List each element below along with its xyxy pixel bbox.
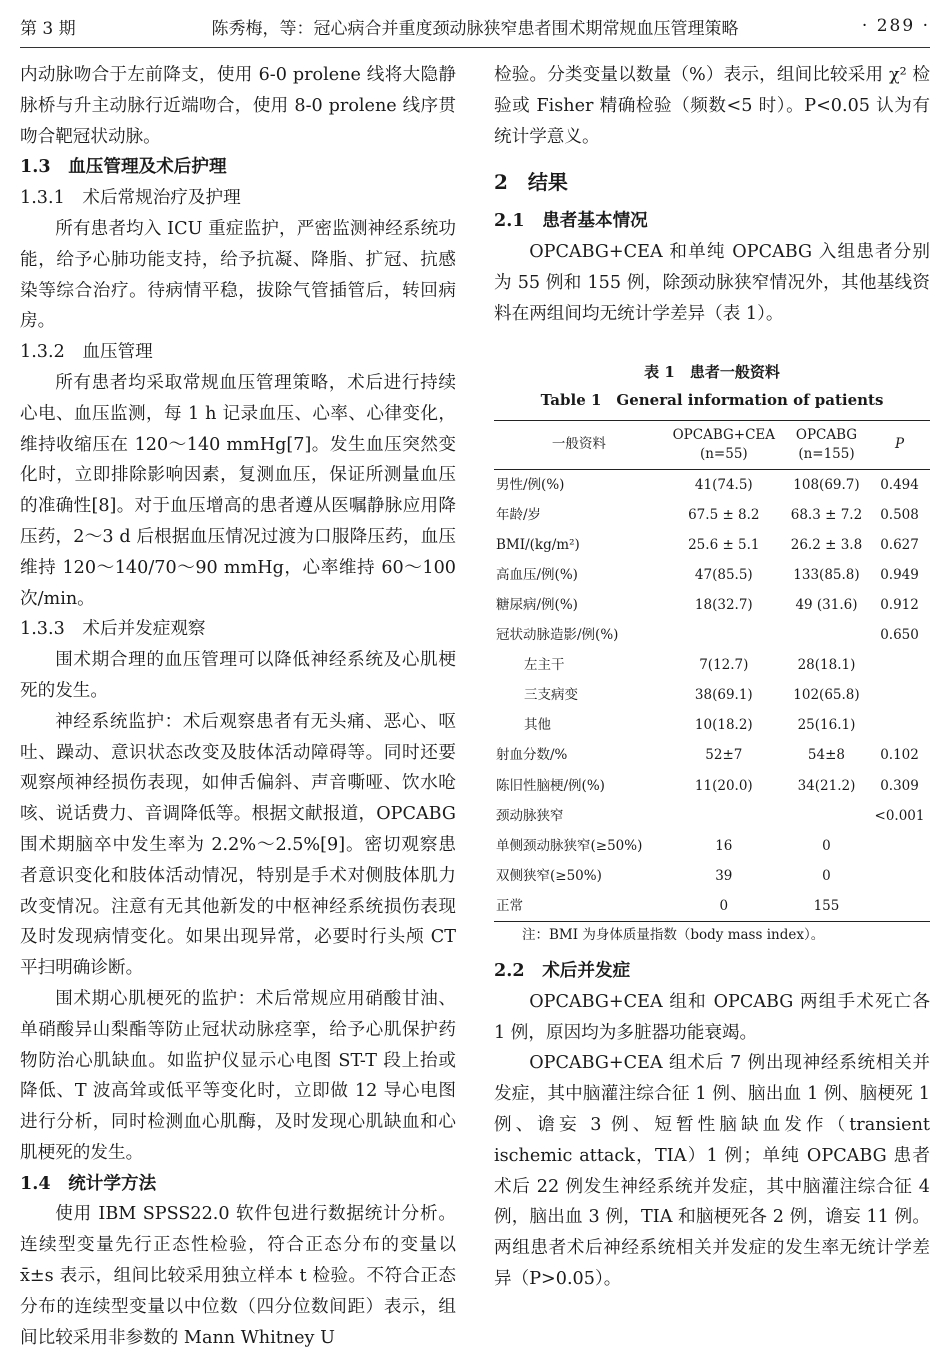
table-cell: 0.650	[880, 627, 919, 644]
table-cell: 38(69.1)	[694, 687, 753, 704]
paragraph: 围术期心肌梗死的监护：术后常规应用硝酸甘油、单硝酸异山梨酯等防止冠状动脉痉挛，给予心肌保护药物防治心肌缺血。如监护仪显示心电图 ST-T 段上抬或降低、T 波高耸或低平等变化时，立即做 12 导心电图进行分析，同时检测血心肌酶，及时发现心肌缺血和心肌梗死的发生。	[20, 988, 456, 1163]
table-cell: 25(16.1)	[797, 717, 856, 734]
table-cell: 射血分数/%	[496, 747, 568, 764]
table-cell: 49 (31.6)	[795, 596, 858, 613]
table-cell: 25.6 ± 5.1	[688, 536, 760, 553]
table-cell: 68.3 ± 7.2	[790, 506, 863, 523]
paragraph: OPCABG+CEA 组术后 7 例出现神经系统相关并发症，其中脑灌注综合征 1 例、脑出血 1 例、脑梗死 1 例、谵妄 3 例、短暂性脑缺血发作（transient ischemic attack，TIA）1 例；单纯 OPCABG 患者术后 22 例发生神经系统并发症，其中脑灌注综合征 4 例，脑出血 3 例，TIA 和脑梗死各 2 例，谵妄 11 例。两组患者术后神经系统相关并发症的发生率无统计学差异（P>0.05）。	[494, 1053, 930, 1289]
table-cell: 0	[822, 837, 831, 854]
table-cell: 0.627	[880, 536, 919, 553]
table-cell: 34(21.2)	[797, 777, 856, 794]
table-cell	[664, 620, 784, 650]
table-cell: 年龄/岁	[496, 506, 542, 523]
table-cell	[784, 801, 869, 831]
table-cell: 102(65.8)	[793, 687, 860, 704]
table-cell: 正常	[494, 891, 664, 922]
table-cell	[869, 891, 930, 922]
table-cell: 108(69.7)	[793, 476, 860, 493]
table-cell	[869, 680, 930, 710]
table-cell: 26.2 ± 3.8	[790, 536, 863, 553]
table-cell: 11(20.0)	[694, 777, 753, 794]
table-cell	[869, 650, 930, 680]
table-cell: 0.508	[880, 506, 919, 523]
column-header: OPCABG+CEA (n=55)	[664, 420, 784, 469]
left-column	[20, 60, 456, 1353]
table-row	[494, 620, 930, 650]
issue-number: 第 3 期	[20, 18, 76, 39]
table-cell: 67.5 ± 8.2	[688, 506, 760, 523]
table-cell: 双侧狭窄(≥50%)	[496, 867, 602, 884]
subsection-heading: 2.2 术后并发症	[494, 959, 631, 981]
table-cell: 28(18.1)	[797, 657, 856, 674]
table-cell: 7(12.7)	[699, 657, 749, 674]
table-cell: 10(18.2)	[694, 717, 753, 734]
paragraph: 所有患者均入 ICU 重症监护，严密监测神经系统功能，给予心肺功能支持，给予抗凝、降脂、扩冠、抗感染等综合治疗。待病情平稳，拔除气管插管后，转回病房。	[20, 218, 456, 332]
table-row	[494, 469, 930, 500]
running-header	[20, 6, 930, 46]
table-row	[494, 680, 930, 710]
table-cell: 糖尿病/例(%)	[496, 596, 578, 613]
table-cell: 其他	[524, 717, 551, 734]
table-row	[494, 801, 930, 831]
table-cell: 0.949	[880, 566, 919, 583]
column-header: P	[869, 420, 930, 469]
general-info-table	[494, 420, 930, 922]
table-cell: 47(85.5)	[694, 566, 753, 583]
section-heading: 2 结果	[494, 170, 568, 195]
column-header: 一般资料	[494, 420, 664, 469]
table-cell: 0.102	[880, 747, 919, 764]
table-cell	[869, 861, 930, 891]
table-cell: 冠状动脉造影/例(%)	[496, 627, 619, 644]
table-row	[494, 590, 930, 620]
table-cell: 0	[822, 867, 831, 884]
table-cell: <0.001	[874, 807, 925, 824]
page-number: · 289 ·	[861, 16, 930, 36]
paragraph: OPCABG+CEA 和单纯 OPCABG 入组患者分别为 55 例和 155 例，除颈动脉狭窄情况外，其他基线资料在两组间均无统计学差异（表 1）。	[494, 242, 930, 324]
subsection-heading: 1.3.1 术后常规治疗及护理	[20, 188, 241, 209]
table-cell	[784, 620, 869, 650]
table-cell: 0.494	[880, 476, 919, 493]
paragraph: 内动脉吻合于左前降支，使用 6-0 prolene 线将大隐静脉桥与升主动脉行近端吻合，使用 8-0 prolene 线序贯吻合靶冠状动脉。	[20, 65, 456, 147]
table-cell: 41(74.5)	[694, 476, 753, 493]
header-rule	[20, 47, 930, 48]
subsection-heading: 1.3.3 术后并发症观察	[20, 619, 206, 640]
subsection-heading: 2.1 患者基本情况	[494, 210, 648, 232]
table-caption-en: Table 1 General information of patients	[540, 390, 884, 409]
table-cell: BMI/(kg/m²)	[496, 536, 580, 553]
subsection-heading: 1.3.2 血压管理	[20, 342, 153, 363]
table-cell	[869, 710, 930, 740]
table-row	[494, 500, 930, 530]
paragraph: 检验。分类变量以数量（%）表示，组间比较采用 χ² 检验或 Fisher 精确检验（频数<5 时）。P<0.05 认为有统计学意义。	[494, 65, 930, 147]
table-cell: 三支病变	[524, 687, 578, 704]
table-row	[494, 560, 930, 590]
paragraph: 所有患者均采取常规血压管理策略，术后进行持续心电、血压监测，每 1 h 记录血压、心率、心律变化，维持收缩压在 120～140 mmHg[7]。发生血压突然变化时，立即排除影响因素，复测血压，保证所测量血压的准确性[8]。对于血压增高的患者遵从医嘱静脉应用降压药，2～3 d 后根据血压情况过渡为口服降压药，血压维持 120～140/70～90 mmHg，心率维持 60～100 次/min。	[20, 372, 456, 609]
paragraph: 围术期合理的血压管理可以降低神经系统及心肌梗死的发生。	[20, 650, 456, 701]
paragraph: 神经系统监护：术后观察患者有无头痛、恶心、呕吐、躁动、意识状态改变及肢体活动障碍等。同时还要观察颅神经损伤表现，如伸舌偏斜、声音嘶哑、饮水呛咳、说话费力、音调降低等。根据文献报道，OPCABG 围术期脑卒中发生率为 2.2%～2.5%[9]。密切观察患者意识变化和肢体活动情况，特别是手术对侧肢体肌力改变情况。注意有无其他新发的中枢神经系统损伤表现及时发现病情变化。如果出现异常，必要时行头颅 CT 平扫明确诊断。	[20, 711, 456, 979]
table-row	[494, 710, 930, 740]
right-column	[494, 60, 930, 1295]
table-cell: 陈旧性脑梗/例(%)	[496, 777, 605, 794]
table-cell	[664, 801, 784, 831]
paragraph: OPCABG+CEA 组和 OPCABG 两组手术死亡各 1 例，原因均为多脏器功能衰竭。	[494, 991, 930, 1043]
table-cell: 155	[784, 891, 869, 922]
table-cell: 18(32.7)	[694, 596, 753, 613]
table-row	[494, 530, 930, 560]
table-row	[494, 771, 930, 801]
table-row	[494, 740, 930, 770]
running-title: 陈秀梅，等：冠心病合并重度颈动脉狭窄患者围术期常规血压管理策略	[211, 18, 739, 39]
column-header: OPCABG (n=155)	[784, 420, 869, 469]
section-heading: 1.3 血压管理及术后护理	[20, 156, 227, 178]
table-cell: 颈动脉狭窄	[496, 807, 564, 824]
table-row	[494, 831, 930, 861]
table-cell: 52±7	[705, 747, 743, 764]
table-row	[494, 891, 930, 922]
table-cell: 54±8	[807, 747, 846, 764]
table-row	[494, 861, 930, 891]
table-cell	[869, 831, 930, 861]
paragraph: 使用 IBM SPSS22.0 软件包进行数据统计分析。连续型变量先行正态性检验，符合正态分布的变量以 x̄±s 表示，组间比较采用独立样本 t 检验。不符合正态分布的连续型变量以中位数（四分位数间距）表示，组间比较采用非参数的 Mann Whitney U	[20, 1204, 456, 1348]
table-cell: 男性/例(%)	[496, 476, 565, 493]
table-cell: 0	[664, 891, 784, 922]
table-note: 注：BMI 为身体质量指数（body mass index）。	[522, 926, 825, 943]
table-cell: 左主干	[524, 657, 565, 674]
table-cell: 133(85.8)	[793, 566, 860, 583]
table-cell: 0.912	[880, 596, 919, 613]
section-heading: 1.4 统计学方法	[20, 1172, 157, 1194]
table-row	[494, 650, 930, 680]
table-cell: 39	[715, 867, 733, 884]
table-cell: 单侧颈动脉狭窄(≥50%)	[496, 837, 643, 854]
table-cell: 16	[715, 837, 733, 854]
table-caption-cn: 表 1 患者一般资料	[644, 362, 780, 381]
table-cell: 高血压/例(%)	[496, 566, 578, 583]
table-cell: 0.309	[880, 777, 919, 794]
